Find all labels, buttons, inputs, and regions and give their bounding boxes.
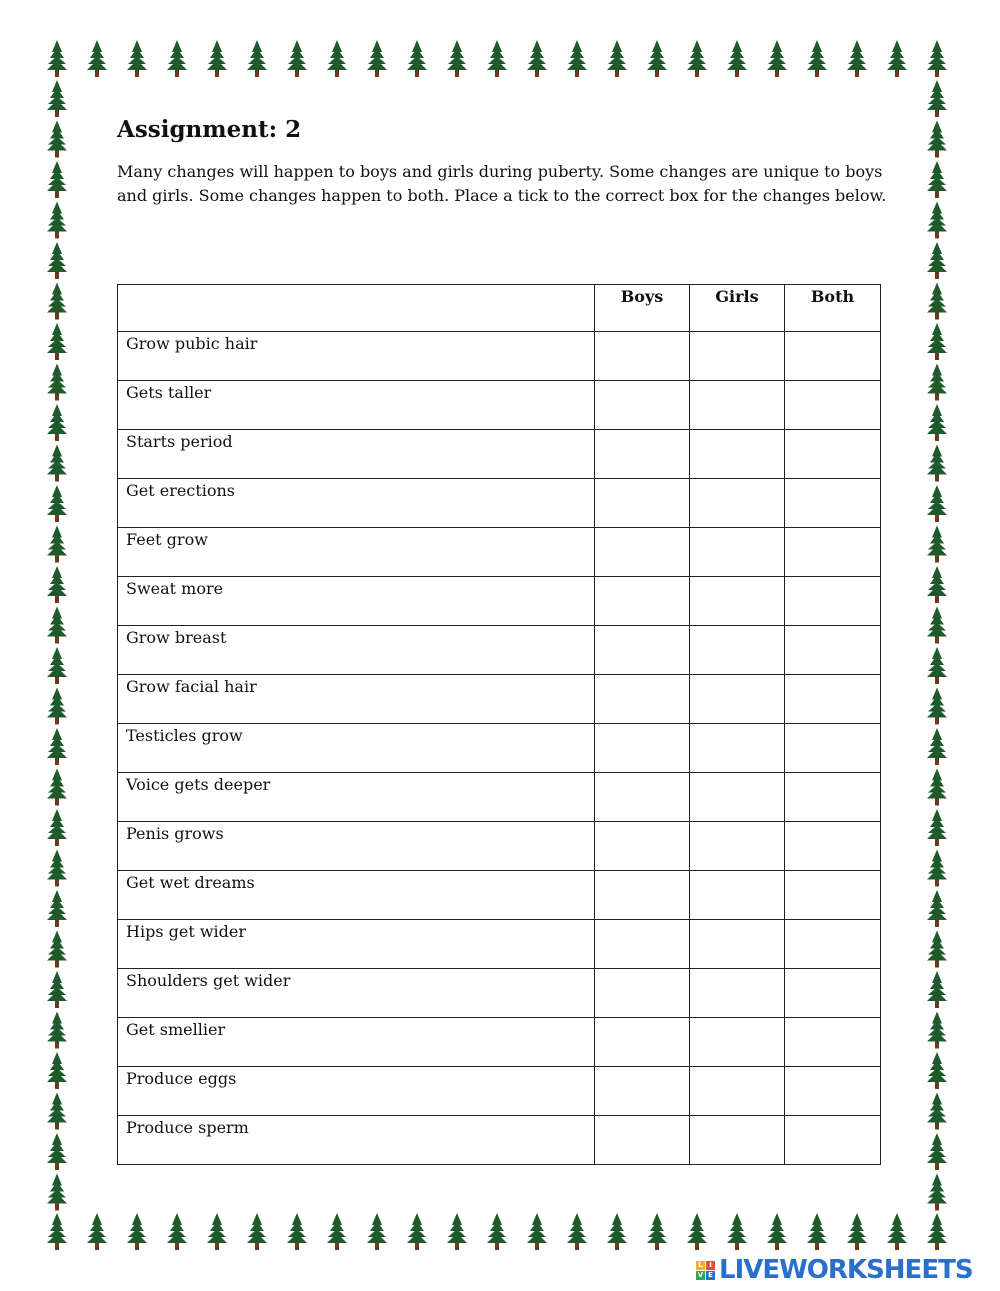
pine-tree-icon bbox=[47, 1012, 67, 1049]
pine-tree-icon bbox=[927, 121, 947, 158]
tick-box-both[interactable] bbox=[785, 1018, 881, 1067]
table-row bbox=[118, 969, 881, 1018]
tick-box-both[interactable] bbox=[785, 528, 881, 577]
tick-box-both[interactable] bbox=[785, 675, 881, 724]
pine-tree-icon bbox=[47, 404, 67, 441]
changes-table bbox=[117, 284, 881, 1165]
pine-tree-icon bbox=[927, 1133, 947, 1170]
header-boys: Boys bbox=[595, 285, 690, 332]
pine-tree-icon bbox=[167, 40, 187, 77]
tick-box-boys[interactable] bbox=[595, 773, 690, 822]
tick-box-both[interactable] bbox=[785, 969, 881, 1018]
change-label: Grow pubic hair bbox=[118, 332, 595, 381]
pine-tree-icon bbox=[927, 1213, 947, 1250]
pine-tree-icon bbox=[927, 728, 947, 765]
pine-tree-icon bbox=[47, 688, 67, 725]
change-label: Produce sperm bbox=[118, 1116, 595, 1165]
pine-tree-icon bbox=[47, 1093, 67, 1130]
tick-box-both[interactable] bbox=[785, 724, 881, 773]
change-label: Voice gets deeper bbox=[118, 773, 595, 822]
pine-tree-icon bbox=[47, 890, 67, 927]
pine-tree-icon bbox=[927, 445, 947, 482]
tick-box-boys[interactable] bbox=[595, 871, 690, 920]
tick-box-both[interactable] bbox=[785, 1116, 881, 1165]
pine-tree-icon bbox=[687, 40, 707, 77]
pine-tree-icon bbox=[687, 1213, 707, 1250]
table-row bbox=[118, 675, 881, 724]
pine-tree-icon bbox=[47, 121, 67, 158]
pine-tree-icon bbox=[47, 647, 67, 684]
pine-tree-icon bbox=[167, 1213, 187, 1250]
pine-tree-icon bbox=[927, 688, 947, 725]
change-label: Penis grows bbox=[118, 822, 595, 871]
pine-tree-icon bbox=[47, 283, 67, 320]
change-label: Grow breast bbox=[118, 626, 595, 675]
change-label: Shoulders get wider bbox=[118, 969, 595, 1018]
change-label: Testicles grow bbox=[118, 724, 595, 773]
pine-tree-icon bbox=[727, 40, 747, 77]
table-row bbox=[118, 430, 881, 479]
change-label: Starts period bbox=[118, 430, 595, 479]
pine-tree-icon bbox=[47, 1174, 67, 1211]
pine-tree-icon bbox=[527, 1213, 547, 1250]
pine-tree-icon bbox=[447, 40, 467, 77]
pine-tree-icon bbox=[927, 607, 947, 644]
table-row bbox=[118, 381, 881, 430]
pine-tree-icon bbox=[407, 40, 427, 77]
tick-box-girls[interactable] bbox=[690, 1116, 785, 1165]
tick-box-boys[interactable] bbox=[595, 920, 690, 969]
pine-tree-icon bbox=[927, 1174, 947, 1211]
table-row bbox=[118, 1018, 881, 1067]
pine-tree-icon bbox=[927, 1052, 947, 1089]
tick-box-both[interactable] bbox=[785, 1067, 881, 1116]
tick-box-boys[interactable] bbox=[595, 332, 690, 381]
pine-tree-icon bbox=[927, 971, 947, 1008]
table-row bbox=[118, 1116, 881, 1165]
pine-tree-icon bbox=[47, 202, 67, 239]
tick-box-girls[interactable] bbox=[690, 920, 785, 969]
table-row bbox=[118, 920, 881, 969]
pine-tree-icon bbox=[87, 40, 107, 77]
pine-tree-icon bbox=[767, 40, 787, 77]
tick-box-girls[interactable] bbox=[690, 675, 785, 724]
table-row bbox=[118, 724, 881, 773]
pine-tree-icon bbox=[47, 1213, 67, 1250]
pine-tree-icon bbox=[47, 445, 67, 482]
logo-blocks-icon: L I V E bbox=[696, 1261, 715, 1280]
pine-tree-icon bbox=[607, 40, 627, 77]
brand-name: LIVEWORKSHEETS bbox=[719, 1255, 973, 1285]
tick-box-boys[interactable] bbox=[595, 1018, 690, 1067]
change-label: Sweat more bbox=[118, 577, 595, 626]
pine-tree-icon bbox=[247, 1213, 267, 1250]
pine-tree-icon bbox=[367, 1213, 387, 1250]
tick-box-girls[interactable] bbox=[690, 724, 785, 773]
tick-box-girls[interactable] bbox=[690, 1018, 785, 1067]
pine-tree-icon bbox=[47, 161, 67, 198]
pine-tree-icon bbox=[127, 1213, 147, 1250]
pine-tree-icon bbox=[927, 80, 947, 117]
change-label: Feet grow bbox=[118, 528, 595, 577]
pine-tree-icon bbox=[887, 1213, 907, 1250]
pine-tree-icon bbox=[487, 1213, 507, 1250]
tick-box-girls[interactable] bbox=[690, 626, 785, 675]
tick-box-girls[interactable] bbox=[690, 871, 785, 920]
tick-box-both[interactable] bbox=[785, 773, 881, 822]
pine-tree-icon bbox=[807, 40, 827, 77]
pine-tree-icon bbox=[927, 323, 947, 360]
pine-tree-icon bbox=[567, 40, 587, 77]
tick-box-girls[interactable] bbox=[690, 773, 785, 822]
page-title: Assignment: 2 bbox=[117, 116, 302, 143]
tick-box-both[interactable] bbox=[785, 332, 881, 381]
pine-tree-icon bbox=[727, 1213, 747, 1250]
pine-tree-icon bbox=[47, 1133, 67, 1170]
header-girls: Girls bbox=[690, 285, 785, 332]
pine-tree-icon bbox=[647, 1213, 667, 1250]
pine-tree-icon bbox=[207, 1213, 227, 1250]
pine-tree-icon bbox=[647, 40, 667, 77]
change-label: Gets taller bbox=[118, 381, 595, 430]
pine-tree-icon bbox=[47, 728, 67, 765]
pine-tree-icon bbox=[207, 40, 227, 77]
tick-box-girls[interactable] bbox=[690, 822, 785, 871]
pine-tree-icon bbox=[47, 971, 67, 1008]
tick-box-both[interactable] bbox=[785, 822, 881, 871]
tick-box-both[interactable] bbox=[785, 626, 881, 675]
pine-tree-icon bbox=[47, 485, 67, 522]
pine-tree-icon bbox=[487, 40, 507, 77]
pine-tree-icon bbox=[287, 40, 307, 77]
pine-tree-icon bbox=[927, 850, 947, 887]
pine-tree-icon bbox=[927, 769, 947, 806]
table-row bbox=[118, 1067, 881, 1116]
pine-tree-icon bbox=[327, 40, 347, 77]
tick-box-girls[interactable] bbox=[690, 969, 785, 1018]
pine-tree-icon bbox=[927, 40, 947, 77]
table-row bbox=[118, 871, 881, 920]
tick-box-boys[interactable] bbox=[595, 1067, 690, 1116]
tick-box-boys[interactable] bbox=[595, 822, 690, 871]
pine-tree-icon bbox=[47, 607, 67, 644]
pine-tree-icon bbox=[87, 1213, 107, 1250]
pine-tree-icon bbox=[927, 242, 947, 279]
table-row bbox=[118, 626, 881, 675]
pine-tree-icon bbox=[47, 809, 67, 846]
pine-tree-icon bbox=[927, 364, 947, 401]
pine-tree-icon bbox=[47, 80, 67, 117]
tick-box-boys[interactable] bbox=[595, 381, 690, 430]
pine-tree-icon bbox=[927, 526, 947, 563]
table-row bbox=[118, 773, 881, 822]
change-label: Get wet dreams bbox=[118, 871, 595, 920]
pine-tree-icon bbox=[47, 1052, 67, 1089]
pine-tree-icon bbox=[927, 931, 947, 968]
pine-tree-icon bbox=[47, 364, 67, 401]
pine-tree-icon bbox=[407, 1213, 427, 1250]
pine-tree-icon bbox=[847, 1213, 867, 1250]
tick-box-boys[interactable] bbox=[595, 675, 690, 724]
pine-tree-icon bbox=[927, 202, 947, 239]
tick-box-both[interactable] bbox=[785, 871, 881, 920]
tick-box-both[interactable] bbox=[785, 479, 881, 528]
tick-box-boys[interactable] bbox=[595, 724, 690, 773]
table-row bbox=[118, 479, 881, 528]
change-label: Hips get wider bbox=[118, 920, 595, 969]
pine-tree-icon bbox=[47, 566, 67, 603]
pine-tree-icon bbox=[927, 890, 947, 927]
pine-tree-icon bbox=[887, 40, 907, 77]
liveworksheets-logo bbox=[696, 1255, 973, 1285]
instructions: Many changes will happen to boys and girls during puberty. Some changes are unique to boys and girls. Some changes happen to both. Place a tick to the correct box for the changes below. bbox=[117, 162, 887, 205]
pine-tree-icon bbox=[767, 1213, 787, 1250]
tick-box-boys[interactable] bbox=[595, 1116, 690, 1165]
change-label: Get smellier bbox=[118, 1018, 595, 1067]
tick-box-boys[interactable] bbox=[595, 969, 690, 1018]
table-row bbox=[118, 332, 881, 381]
pine-tree-icon bbox=[927, 1012, 947, 1049]
table-row bbox=[118, 822, 881, 871]
pine-tree-icon bbox=[47, 323, 67, 360]
tick-box-girls[interactable] bbox=[690, 479, 785, 528]
pine-tree-icon bbox=[847, 40, 867, 77]
tick-box-boys[interactable] bbox=[595, 479, 690, 528]
header-change bbox=[118, 285, 595, 332]
tick-box-boys[interactable] bbox=[595, 528, 690, 577]
table-header-row bbox=[118, 285, 881, 332]
pine-tree-icon bbox=[927, 404, 947, 441]
pine-tree-icon bbox=[47, 769, 67, 806]
pine-tree-icon bbox=[47, 526, 67, 563]
pine-tree-icon bbox=[47, 931, 67, 968]
pine-tree-icon bbox=[447, 1213, 467, 1250]
change-label: Grow facial hair bbox=[118, 675, 595, 724]
tick-box-girls[interactable] bbox=[690, 430, 785, 479]
pine-tree-icon bbox=[927, 485, 947, 522]
tick-box-boys[interactable] bbox=[595, 577, 690, 626]
pine-tree-icon bbox=[287, 1213, 307, 1250]
pine-tree-icon bbox=[47, 242, 67, 279]
pine-tree-icon bbox=[807, 1213, 827, 1250]
pine-tree-icon bbox=[927, 1093, 947, 1130]
pine-tree-icon bbox=[327, 1213, 347, 1250]
pine-tree-icon bbox=[927, 566, 947, 603]
pine-tree-icon bbox=[527, 40, 547, 77]
tick-box-girls[interactable] bbox=[690, 332, 785, 381]
tick-box-girls[interactable] bbox=[690, 381, 785, 430]
tick-box-girls[interactable] bbox=[690, 528, 785, 577]
pine-tree-icon bbox=[247, 40, 267, 77]
pine-tree-icon bbox=[127, 40, 147, 77]
tick-box-girls[interactable] bbox=[690, 577, 785, 626]
table-row bbox=[118, 577, 881, 626]
pine-tree-icon bbox=[47, 40, 67, 77]
tick-box-girls[interactable] bbox=[690, 1067, 785, 1116]
header-both: Both bbox=[785, 285, 881, 332]
pine-tree-icon bbox=[567, 1213, 587, 1250]
tick-box-both[interactable] bbox=[785, 430, 881, 479]
pine-tree-icon bbox=[927, 809, 947, 846]
pine-tree-icon bbox=[927, 161, 947, 198]
pine-tree-icon bbox=[47, 850, 67, 887]
tick-box-both[interactable] bbox=[785, 920, 881, 969]
pine-tree-icon bbox=[927, 283, 947, 320]
table-row bbox=[118, 528, 881, 577]
pine-tree-icon bbox=[927, 647, 947, 684]
change-label: Get erections bbox=[118, 479, 595, 528]
tick-box-both[interactable] bbox=[785, 577, 881, 626]
pine-tree-icon bbox=[367, 40, 387, 77]
change-label: Produce eggs bbox=[118, 1067, 595, 1116]
tick-box-boys[interactable] bbox=[595, 430, 690, 479]
tick-box-boys[interactable] bbox=[595, 626, 690, 675]
tick-box-both[interactable] bbox=[785, 381, 881, 430]
pine-tree-icon bbox=[607, 1213, 627, 1250]
